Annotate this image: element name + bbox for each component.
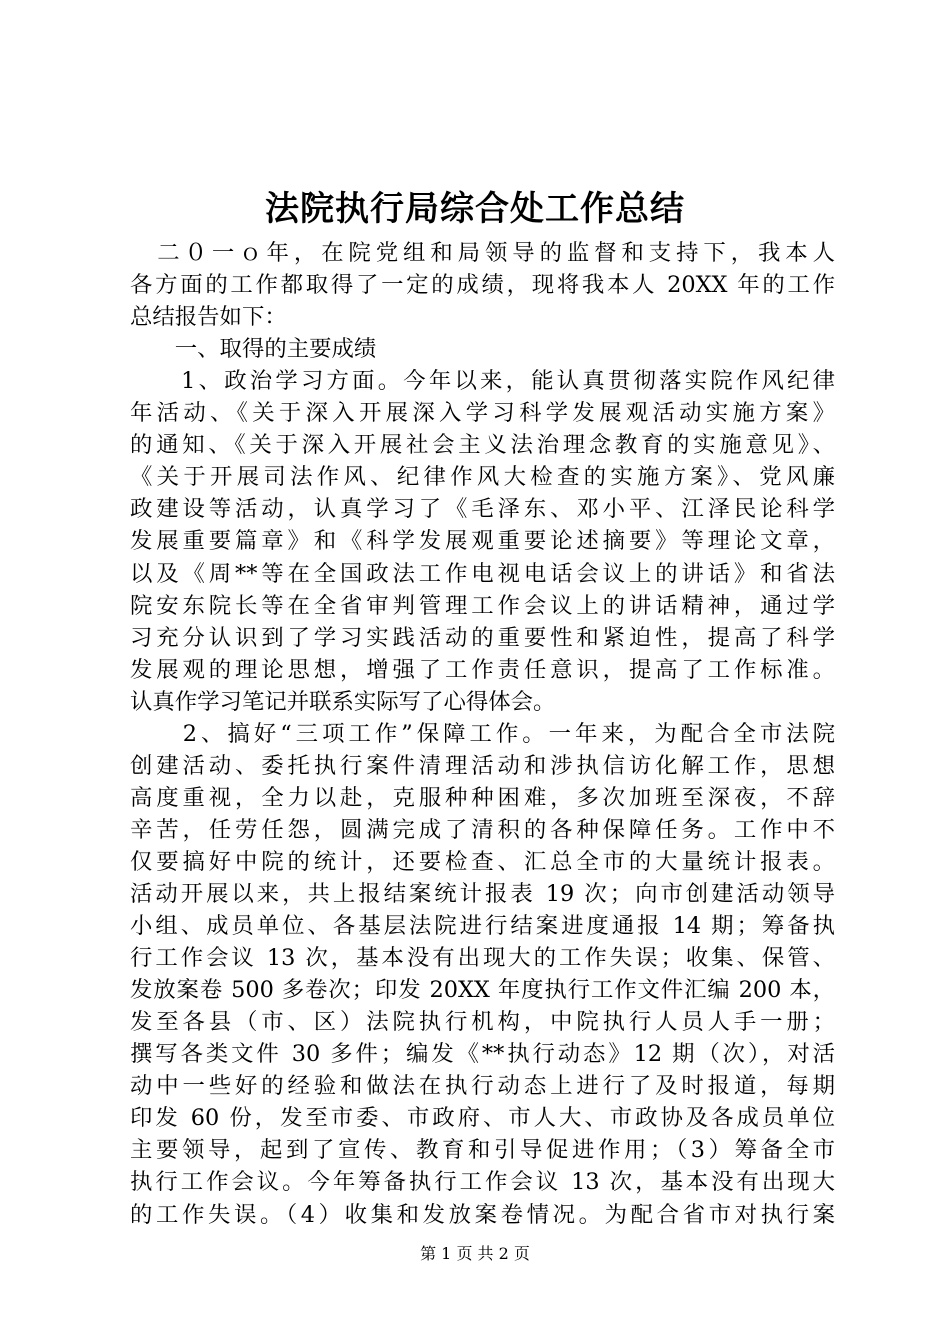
body-line: 2、搞好“三项工作”保障工作。一年来，为配合全市法院 — [130, 720, 835, 747]
body-line: 辛苦，任劳任怨，圆满完成了清积的各种保障任务。工作中不 — [130, 816, 835, 843]
body-line: 认真作学习笔记并联系实际写了心得体会。 — [130, 688, 556, 715]
body-line: 以及《周**等在全国政法工作电视电话会议上的讲话》和省法 — [130, 560, 835, 587]
body-line: 主要领导，起到了宣传、教育和引导促进作用；（3）筹备全市 — [130, 1137, 835, 1164]
body-line: 创建活动、委托执行案件清理活动和涉执信访化解工作，思想 — [130, 752, 835, 779]
body-line: 小组、成员单位、各基层法院进行结案进度通报 14 期；筹备执 — [130, 913, 835, 940]
body-line: 活动开展以来，共上报结案统计报表 19 次；向市创建活动领导 — [130, 881, 835, 907]
body-line: 各方面的工作都取得了一定的成绩，现将我本人 20XX 年的工作 — [130, 272, 835, 299]
body-line: 行工作会议 13 次，基本没有出现大的工作失误；收集、保管、 — [130, 945, 835, 972]
body-line: 年活动、《关于深入开展深入学习科学发展观活动实施方案》 — [130, 400, 835, 427]
body-line: 仅要搞好中院的统计，还要检查、汇总全市的大量统计报表。 — [130, 848, 835, 875]
document-title: 法院执行局综合处工作总结 — [265, 189, 685, 229]
body-line: 撰写各类文件 30 多件；编发《**执行动态》12 期（次），对活 — [130, 1041, 835, 1068]
body-line: 习充分认识到了学习实践活动的重要性和紧迫性，提高了科学 — [130, 624, 835, 651]
body-line: 印发 60 份，发至市委、市政府、市人大、市政协及各成员单位 — [130, 1105, 835, 1132]
body-line: 政建设等活动，认真学习了《毛泽东、邓小平、江泽民论科学 — [130, 496, 835, 523]
body-line: 总结报告如下： — [130, 304, 287, 331]
body-line: 执行工作会议。今年筹备执行工作会议 13 次，基本没有出现大 — [130, 1169, 835, 1196]
body-line: 一、取得的主要成绩 — [130, 336, 377, 363]
body-line: 1、政治学习方面。今年以来，能认真贯彻落实院作风纪律 — [130, 368, 835, 395]
body-line: 发展观的理论思想，增强了工作责任意识，提高了工作标准。 — [130, 656, 835, 683]
body-line: 发至各县（市、区）法院执行机构，中院执行人员人手一册； — [130, 1009, 835, 1036]
body-line: 院安东院长等在全省审判管理工作会议上的讲话精神，通过学 — [130, 592, 835, 619]
body-line: 二０一ｏ年，在院党组和局领导的监督和支持下，我本人 — [130, 240, 835, 266]
body-line: 动中一些好的经验和做法在执行动态上进行了及时报道，每期 — [130, 1073, 835, 1100]
body-line: 高度重视，全力以赴，克服种种困难，多次加班至深夜，不辞 — [130, 784, 835, 811]
body-line: 的通知、《关于深入开展社会主义法治理念教育的实施意见》、 — [130, 432, 835, 459]
body-line: 发放案卷 500 多卷次；印发 20XX 年度执行工作文件汇编 200 本， — [130, 977, 835, 1004]
body-line: 发展重要篇章》和《科学发展观重要论述摘要》等理论文章， — [130, 528, 835, 555]
body-line: 的工作失误。（4）收集和发放案卷情况。为配合省市对执行案 — [130, 1201, 835, 1228]
page-footer: 第 1 页 共 2 页 — [420, 1244, 530, 1263]
body-line: 《关于开展司法作风、纪律作风大检查的实施方案》、党风廉 — [130, 464, 835, 491]
